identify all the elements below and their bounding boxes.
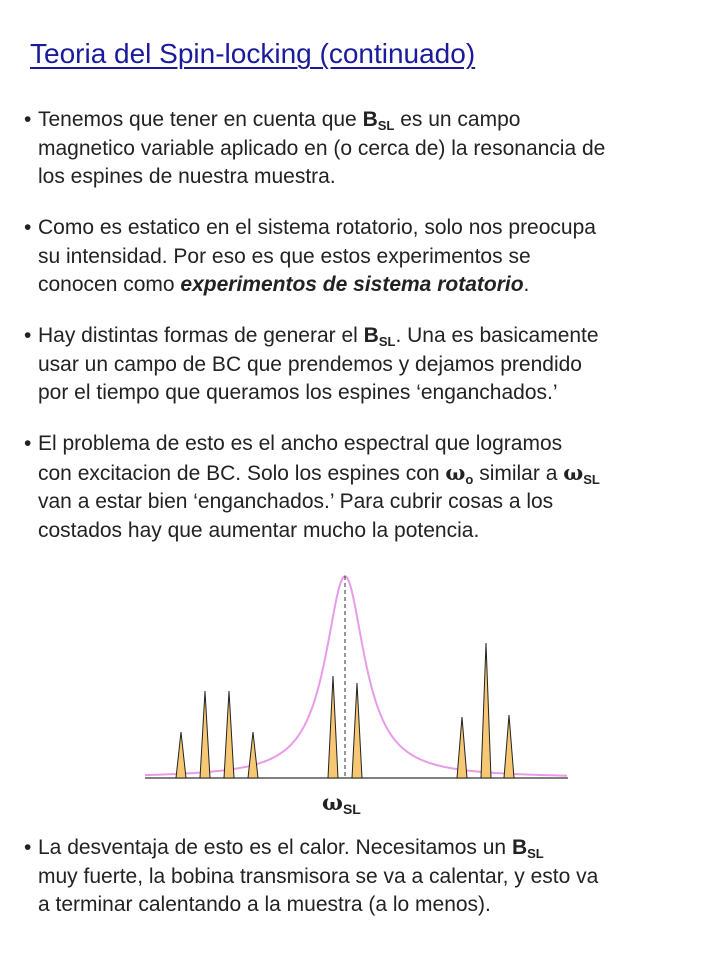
spectral-peak <box>200 691 210 778</box>
spectral-peak <box>352 683 362 778</box>
spectral-peak <box>248 732 258 778</box>
spectral-peak <box>328 676 338 778</box>
spectral-peak <box>176 732 186 778</box>
spectral-peak <box>504 715 514 778</box>
spectral-peak <box>457 717 467 778</box>
spectral-peak <box>224 691 234 778</box>
bullet: • <box>24 108 32 131</box>
omega-symbol: ω <box>563 459 584 485</box>
paragraph-2: • Como es estatico en el sistema rotatorio, solo nos preocupa su intensidad. Por eso es que estos experimentos se conocen como experimentos de sistema rotatorio. <box>24 216 596 296</box>
omega-symbol: ω <box>445 459 466 485</box>
spectrum-diagram <box>0 560 720 800</box>
paragraph-1: • Tenemos que tener en cuenta que $B_{SL}$ es un campo magnetico variable aplicado en (o cerca de) la resonancia de los espines de nuestra muestra. <box>24 108 606 188</box>
spectral-peak <box>481 643 491 778</box>
page-title: Teoria del Spin-locking (continuado) <box>30 38 476 69</box>
omega-sl-label: $\omega_{SL}$ <box>322 790 361 817</box>
paragraph-5: • La desventaja de esto es el calor. Necesitamos un $B_{SL}$ muy fuerte, la bobina transmisora se va a calentar, y esto va a terminar calentando a la muestra (a lo menos). <box>24 836 599 916</box>
paragraph-4: • El problema de esto es el ancho espectral que logramos con excitacion de BC. Solo los espines con $\omega_o$ similar a $\omega_{SL}$ van a estar bien ‘enganchados.’ Para cubrir cosas a los costados hay que aumentar mucho la potencia. <box>24 432 600 542</box>
emphasis-text: experimentos de sistema rotatorio <box>180 273 524 296</box>
paragraph-3: • Hay distintas formas de generar el $B_{SL}$. Una es basicamente usar un campo de BC que prendemos y dejamos prendido por el tiempo que queramos los espines ‘enganchados.’ <box>24 324 599 404</box>
